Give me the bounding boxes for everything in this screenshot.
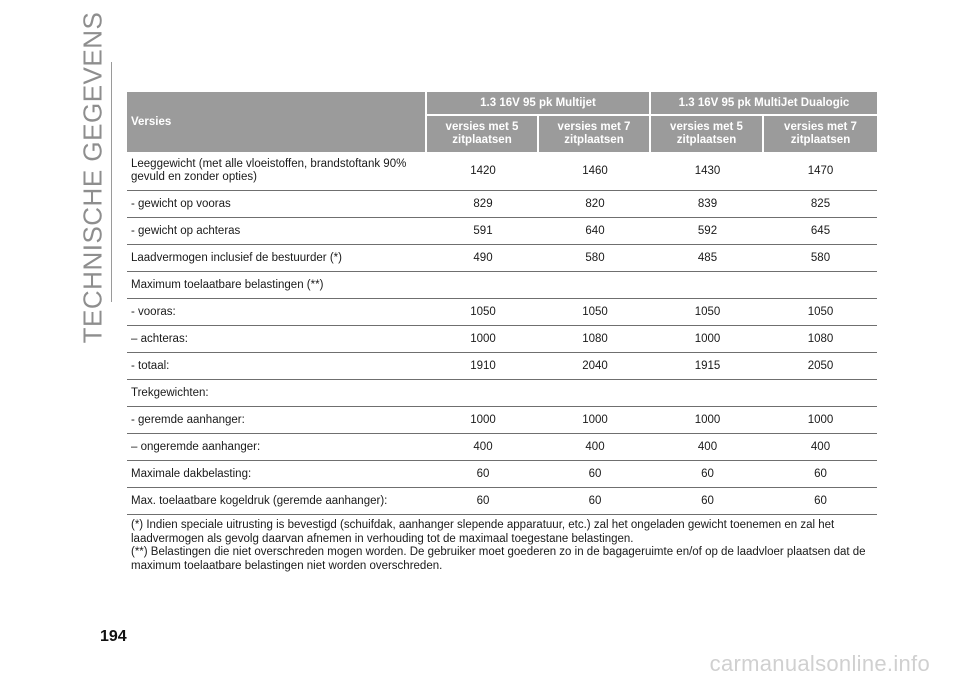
table-row <box>127 245 877 272</box>
cell-value: 400 <box>539 434 651 461</box>
cell-value: 1000 <box>427 407 539 434</box>
row-label: - gewicht op vooras <box>127 191 427 218</box>
variant-header: versies met 5 zitplaatsen <box>427 116 539 152</box>
cell-value: 829 <box>427 191 539 218</box>
cell-value: 825 <box>764 191 877 218</box>
row-label: Max. toelaatbare kogeldruk (geremde aanhanger): <box>127 488 427 515</box>
cell-value: 1000 <box>764 407 877 434</box>
cell-value: 2040 <box>539 353 651 380</box>
weights-table <box>127 92 877 515</box>
footnote: (**) Belastingen die niet overschreden mogen worden. De gebruiker moet goederen zo in de bagageruimte en/of op de laadvloer plaatsen dat de maximum toelaatbare belastingen niet worden overschreden. <box>131 546 866 572</box>
cell-value: 1000 <box>651 407 764 434</box>
section-title <box>76 11 110 343</box>
cell-value <box>427 380 539 407</box>
cell-value <box>651 380 764 407</box>
cell-value: 1000 <box>539 407 651 434</box>
cell-value: 592 <box>651 218 764 245</box>
row-label: - gewicht op achteras <box>127 218 427 245</box>
variant-header: versies met 7 zitplaatsen <box>539 116 651 152</box>
page-number: 194 <box>100 628 127 645</box>
cell-value: 645 <box>764 218 877 245</box>
versies-header: Versies <box>127 92 427 152</box>
cell-value: 60 <box>764 461 877 488</box>
cell-value: 640 <box>539 218 651 245</box>
cell-value: 490 <box>427 245 539 272</box>
cell-value: 60 <box>427 461 539 488</box>
cell-value: 400 <box>427 434 539 461</box>
cell-value: 1420 <box>427 152 539 191</box>
row-label: Laadvermogen inclusief de bestuurder (*) <box>127 245 427 272</box>
table-row <box>127 353 877 380</box>
table-row <box>127 191 877 218</box>
row-label: – achteras: <box>127 326 427 353</box>
row-label: Leeggewicht (met alle vloeistoffen, brandstoftank 90% gevuld en zonder opties) <box>127 152 427 191</box>
table-row <box>127 461 877 488</box>
table-row <box>127 152 877 191</box>
row-label: – ongeremde aanhanger: <box>127 434 427 461</box>
cell-value: 1050 <box>764 299 877 326</box>
footnotes <box>131 519 876 573</box>
row-label: - totaal: <box>127 353 427 380</box>
cell-value: 1460 <box>539 152 651 191</box>
cell-value <box>651 272 764 299</box>
cell-value: 1080 <box>539 326 651 353</box>
engine-header: 1.3 16V 95 pk MultiJet Dualogic <box>651 92 877 116</box>
section-divider <box>111 62 112 302</box>
cell-value: 1000 <box>427 326 539 353</box>
row-label: - geremde aanhanger: <box>127 407 427 434</box>
cell-value: 400 <box>764 434 877 461</box>
section-title-text: TECHNISCHE GEGEVENS <box>77 11 108 343</box>
cell-value: 1910 <box>427 353 539 380</box>
table-row <box>127 326 877 353</box>
cell-value: 60 <box>651 461 764 488</box>
cell-value: 1050 <box>539 299 651 326</box>
table-row <box>127 272 877 299</box>
footnote: (*) Indien speciale uitrusting is bevestigd (schuifdak, aanhanger slepende apparatuur, etc.) zal het ongeladen gewicht toenemen en zal het laadvermogen als gevolg daarvan afnemen in verhouding tot de maximaal toegestane belastingen. <box>131 519 835 545</box>
cell-value <box>539 272 651 299</box>
row-label: Maximale dakbelasting: <box>127 461 427 488</box>
cell-value: 1470 <box>764 152 877 191</box>
cell-value: 580 <box>764 245 877 272</box>
cell-value: 580 <box>539 245 651 272</box>
variant-header: versies met 5 zitplaatsen <box>651 116 764 152</box>
cell-value: 1915 <box>651 353 764 380</box>
cell-value: 60 <box>539 488 651 515</box>
row-label: - vooras: <box>127 299 427 326</box>
cell-value: 60 <box>539 461 651 488</box>
cell-value: 400 <box>651 434 764 461</box>
cell-value: 820 <box>539 191 651 218</box>
cell-value <box>427 272 539 299</box>
row-label: Trekgewichten: <box>127 380 427 407</box>
cell-value: 1050 <box>427 299 539 326</box>
cell-value: 60 <box>764 488 877 515</box>
cell-value: 591 <box>427 218 539 245</box>
cell-value: 2050 <box>764 353 877 380</box>
cell-value: 485 <box>651 245 764 272</box>
table-row <box>127 488 877 515</box>
cell-value: 1080 <box>764 326 877 353</box>
cell-value <box>764 380 877 407</box>
cell-value: 1050 <box>651 299 764 326</box>
table-row <box>127 218 877 245</box>
table-row <box>127 299 877 326</box>
engine-header: 1.3 16V 95 pk Multijet <box>427 92 651 116</box>
variant-header: versies met 7 zitplaatsen <box>764 116 877 152</box>
cell-value: 60 <box>651 488 764 515</box>
table-row <box>127 380 877 407</box>
cell-value: 839 <box>651 191 764 218</box>
cell-value: 60 <box>427 488 539 515</box>
watermark-text: carmanualsonline.info <box>709 651 930 676</box>
cell-value: 1430 <box>651 152 764 191</box>
cell-value <box>764 272 877 299</box>
cell-value <box>539 380 651 407</box>
cell-value: 1000 <box>651 326 764 353</box>
table-row <box>127 434 877 461</box>
table-row <box>127 407 877 434</box>
row-label: Maximum toelaatbare belastingen (**) <box>127 272 427 299</box>
